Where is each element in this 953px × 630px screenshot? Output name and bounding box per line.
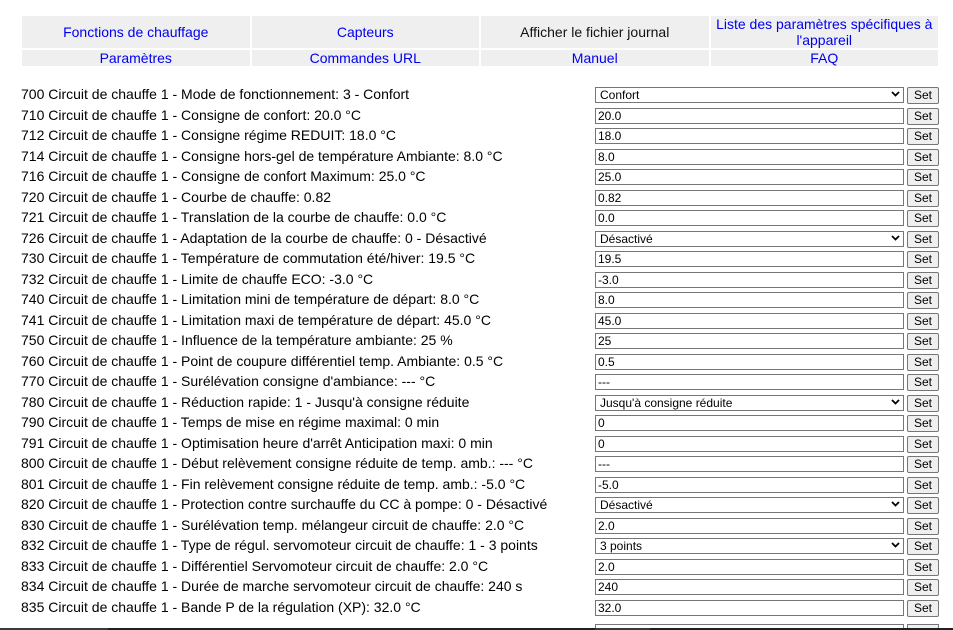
set-button[interactable]: Set (907, 128, 939, 145)
parameter-input[interactable] (595, 477, 904, 493)
set-button[interactable]: Set (907, 477, 939, 494)
parameter-input[interactable] (595, 456, 904, 472)
parameter-label: 791 Circuit de chauffe 1 - Optimisation heure d'arrêt Anticipation maxi: 0 min (21, 434, 493, 451)
parameter-label: 710 Circuit de chauffe 1 - Consigne de confort: 20.0 °C (21, 106, 361, 123)
select-value: 3 points (600, 539, 643, 553)
set-button[interactable]: Set (907, 149, 939, 166)
parameter-row (21, 106, 941, 127)
input-value: 0 (598, 436, 605, 451)
parameter-input[interactable] (595, 210, 904, 226)
nav-cell (710, 49, 940, 67)
chevron-down-icon (891, 396, 900, 410)
parameter-label: 750 Circuit de chauffe 1 - Influence de la température ambiante: 25 % (21, 332, 453, 348)
set-button[interactable]: Set (907, 108, 939, 125)
parameter-input[interactable] (595, 169, 904, 185)
set-button[interactable]: Set (907, 210, 939, 227)
set-button[interactable]: Set (907, 456, 939, 473)
nav-cell (480, 15, 710, 49)
parameter-input[interactable] (595, 518, 904, 534)
parameter-row (21, 577, 941, 598)
nav-cell (21, 15, 251, 49)
set-button[interactable]: Set (907, 333, 939, 350)
set-button[interactable]: Set (907, 497, 939, 514)
parameter-label: 835 Circuit de chauffe 1 - Bande P de la régulation (XP): 32.0 °C (21, 598, 421, 615)
nav-link-faq[interactable]: FAQ (810, 50, 839, 66)
parameter-row (21, 85, 941, 106)
nav-cell (710, 15, 940, 49)
input-value: 20.0 (598, 108, 622, 123)
parameter-row (21, 167, 941, 188)
set-button[interactable]: Set (907, 354, 939, 371)
input-value: 0.82 (598, 190, 622, 205)
set-button[interactable]: Set (907, 559, 939, 576)
parameter-input[interactable] (595, 559, 904, 575)
parameter-label: 834 Circuit de chauffe 1 - Durée de marche servomoteur circuit de chauffe: 240 s (21, 578, 523, 594)
parameter-label: 700 Circuit de chauffe 1 - Mode de fonctionnement: 3 - Confort (21, 86, 410, 102)
parameter-row (21, 393, 941, 414)
parameter-label: 780 Circuit de chauffe 1 - Réduction rapide: 1 - Jusqu'à consigne réduite (21, 393, 470, 410)
set-button[interactable]: Set (907, 87, 939, 104)
chevron-down-icon (891, 539, 900, 553)
parameter-row (21, 208, 941, 229)
parameter-label: 714 Circuit de chauffe 1 - Consigne hors-gel de température Ambiante: 8.0 °C (21, 147, 503, 164)
nav-link-fonctions-de-chauffage[interactable]: Fonctions de chauffage (63, 24, 209, 40)
parameter-input[interactable] (595, 333, 904, 349)
input-value: 19.5 (598, 252, 622, 266)
input-value: 18.0 (598, 129, 622, 143)
input-value: -3.0 (598, 272, 619, 287)
set-button[interactable]: Set (907, 518, 939, 535)
parameter-label: 740 Circuit de chauffe 1 - Limitation mini de température de départ: 8.0 °C (21, 291, 480, 307)
parameter-label: 716 Circuit de chauffe 1 - Consigne de confort Maximum: 25.0 °C (21, 168, 426, 184)
parameter-row (21, 270, 941, 291)
parameter-row (21, 229, 941, 250)
parameter-input[interactable] (595, 272, 904, 288)
parameter-row (21, 188, 941, 209)
parameter-input[interactable] (595, 600, 904, 616)
set-button[interactable]: Set (907, 600, 939, 617)
nav-menu (20, 14, 940, 68)
parameter-input[interactable] (595, 313, 904, 329)
input-value: --- (598, 457, 610, 471)
parameter-input[interactable] (595, 415, 904, 431)
nav-item-afficher-fichier-journal: Afficher le fichier journal (520, 24, 670, 40)
parameter-label: 732 Circuit de chauffe 1 - Limite de chauffe ECO: -3.0 °C (21, 270, 374, 287)
input-value: -5.0 (598, 477, 619, 492)
nav-link-manuel[interactable]: Manuel (571, 50, 618, 66)
set-button[interactable]: Set (907, 313, 939, 330)
parameter-row (21, 331, 941, 352)
nav-link-commandes-url[interactable]: Commandes URL (309, 50, 421, 66)
parameter-row (21, 147, 941, 168)
set-button[interactable]: Set (907, 395, 939, 412)
parameter-row (21, 311, 941, 332)
input-value: 0.5 (598, 354, 615, 369)
nav-link-parametres[interactable]: Paramètres (99, 50, 172, 66)
set-button[interactable]: Set (907, 169, 939, 186)
set-button[interactable]: Set (907, 538, 939, 555)
parameter-row (21, 352, 941, 373)
parameter-select[interactable] (595, 538, 904, 554)
parameter-label: 730 Circuit de chauffe 1 - Température de commutation été/hiver: 19.5 °C (21, 250, 476, 266)
parameter-input[interactable] (595, 374, 904, 390)
input-value: 8.0 (598, 293, 615, 307)
set-button[interactable]: Set (907, 272, 939, 289)
parameter-select[interactable] (595, 497, 904, 513)
input-value: 0.0 (598, 211, 615, 225)
parameter-row (21, 413, 941, 434)
parameter-row (21, 126, 941, 147)
input-value: 8.0 (598, 149, 615, 164)
parameter-label: 720 Circuit de chauffe 1 - Courbe de chauffe: 0.82 (21, 188, 332, 205)
parameter-row (21, 495, 941, 516)
set-button[interactable]: Set (907, 579, 939, 596)
set-button[interactable]: Set (907, 190, 939, 207)
parameter-input[interactable] (595, 579, 904, 595)
parameter-input[interactable] (595, 292, 904, 308)
parameter-input[interactable] (595, 251, 904, 267)
parameter-label: 760 Circuit de chauffe 1 - Point de coupure différentiel temp. Ambiante: 0.5 °C (21, 352, 504, 369)
nav-link-capteurs[interactable]: Capteurs (336, 24, 394, 40)
parameter-select[interactable] (595, 231, 904, 247)
input-value: 240 (598, 580, 619, 594)
input-value: 32.0 (598, 600, 622, 615)
nav-cell (21, 49, 251, 67)
parameter-label: 801 Circuit de chauffe 1 - Fin relèvement consigne réduite de temp. amb.: -5.0 °C (21, 475, 526, 492)
parameter-label: 833 Circuit de chauffe 1 - Différentiel Servomoteur circuit de chauffe: 2.0 °C (21, 557, 489, 574)
nav-cell (480, 49, 710, 67)
parameter-select[interactable] (595, 87, 904, 103)
parameter-row (21, 249, 941, 270)
parameter-row (21, 372, 941, 393)
parameter-label: 721 Circuit de chauffe 1 - Translation de la courbe de chauffe: 0.0 °C (21, 209, 447, 225)
parameter-input[interactable] (595, 354, 904, 370)
set-button[interactable]: Set (907, 292, 939, 309)
select-value: Désactivé (600, 231, 653, 246)
parameter-label: 770 Circuit de chauffe 1 - Surélévation consigne d'ambiance: --- °C (21, 373, 436, 389)
parameter-list (21, 85, 941, 618)
parameter-row (21, 434, 941, 455)
parameter-label: 712 Circuit de chauffe 1 - Consigne régime REDUIT: 18.0 °C (21, 127, 396, 143)
input-value: --- (598, 375, 610, 389)
input-value: 25 (598, 334, 612, 348)
parameter-row (21, 475, 941, 496)
input-value: 2.0 (598, 559, 615, 574)
input-value: 45.0 (598, 313, 622, 328)
input-value: 2.0 (598, 518, 615, 533)
nav-cell (251, 49, 481, 67)
parameter-row (21, 536, 941, 557)
input-value: 25.0 (598, 170, 622, 184)
select-value: Désactivé (600, 498, 653, 512)
parameter-label: 832 Circuit de chauffe 1 - Type de régul. servomoteur circuit de chauffe: 1 - 3 points (21, 537, 538, 553)
parameter-label: 830 Circuit de chauffe 1 - Surélévation temp. mélangeur circuit de chauffe: 2.0 °C (21, 516, 525, 533)
parameter-row (21, 290, 941, 311)
set-button[interactable]: Set (907, 436, 939, 453)
select-value: Confort (600, 88, 640, 102)
nav-link-liste-parametres-specifiques[interactable]: Liste des paramètres spécifiques à l'appareil (716, 16, 933, 48)
chevron-down-icon (891, 88, 900, 102)
chevron-down-icon (891, 498, 900, 512)
input-value: 0 (598, 416, 605, 430)
chevron-down-icon (891, 232, 900, 246)
parameter-row (21, 557, 941, 578)
parameter-input[interactable] (595, 108, 904, 124)
parameter-label: 820 Circuit de chauffe 1 - Protection contre surchauffe du CC à pompe: 0 - Désactivé (21, 496, 548, 512)
parameter-label: 741 Circuit de chauffe 1 - Limitation maxi de température de départ: 45.0 °C (21, 311, 491, 328)
set-button[interactable]: Set (907, 251, 939, 268)
parameter-input[interactable] (595, 436, 904, 452)
parameter-label: 790 Circuit de chauffe 1 - Temps de mise en régime maximal: 0 min (21, 414, 440, 430)
parameter-select[interactable] (595, 395, 904, 411)
parameter-label: 800 Circuit de chauffe 1 - Début relèvement consigne réduite de temp. amb.: --- °C (21, 455, 533, 471)
parameter-input[interactable] (595, 149, 904, 165)
set-button[interactable]: Set (907, 374, 939, 391)
parameter-row (21, 598, 941, 619)
nav-cell (251, 15, 481, 49)
parameter-label: 726 Circuit de chauffe 1 - Adaptation de la courbe de chauffe: 0 - Désactivé (21, 229, 487, 246)
set-button[interactable]: Set (907, 415, 939, 432)
parameter-input[interactable] (595, 190, 904, 206)
set-button[interactable]: Set (907, 231, 939, 248)
parameter-row (21, 454, 941, 475)
parameter-row (21, 516, 941, 537)
select-value: Jusqu'à consigne réduite (600, 395, 733, 410)
parameter-input[interactable] (595, 128, 904, 144)
